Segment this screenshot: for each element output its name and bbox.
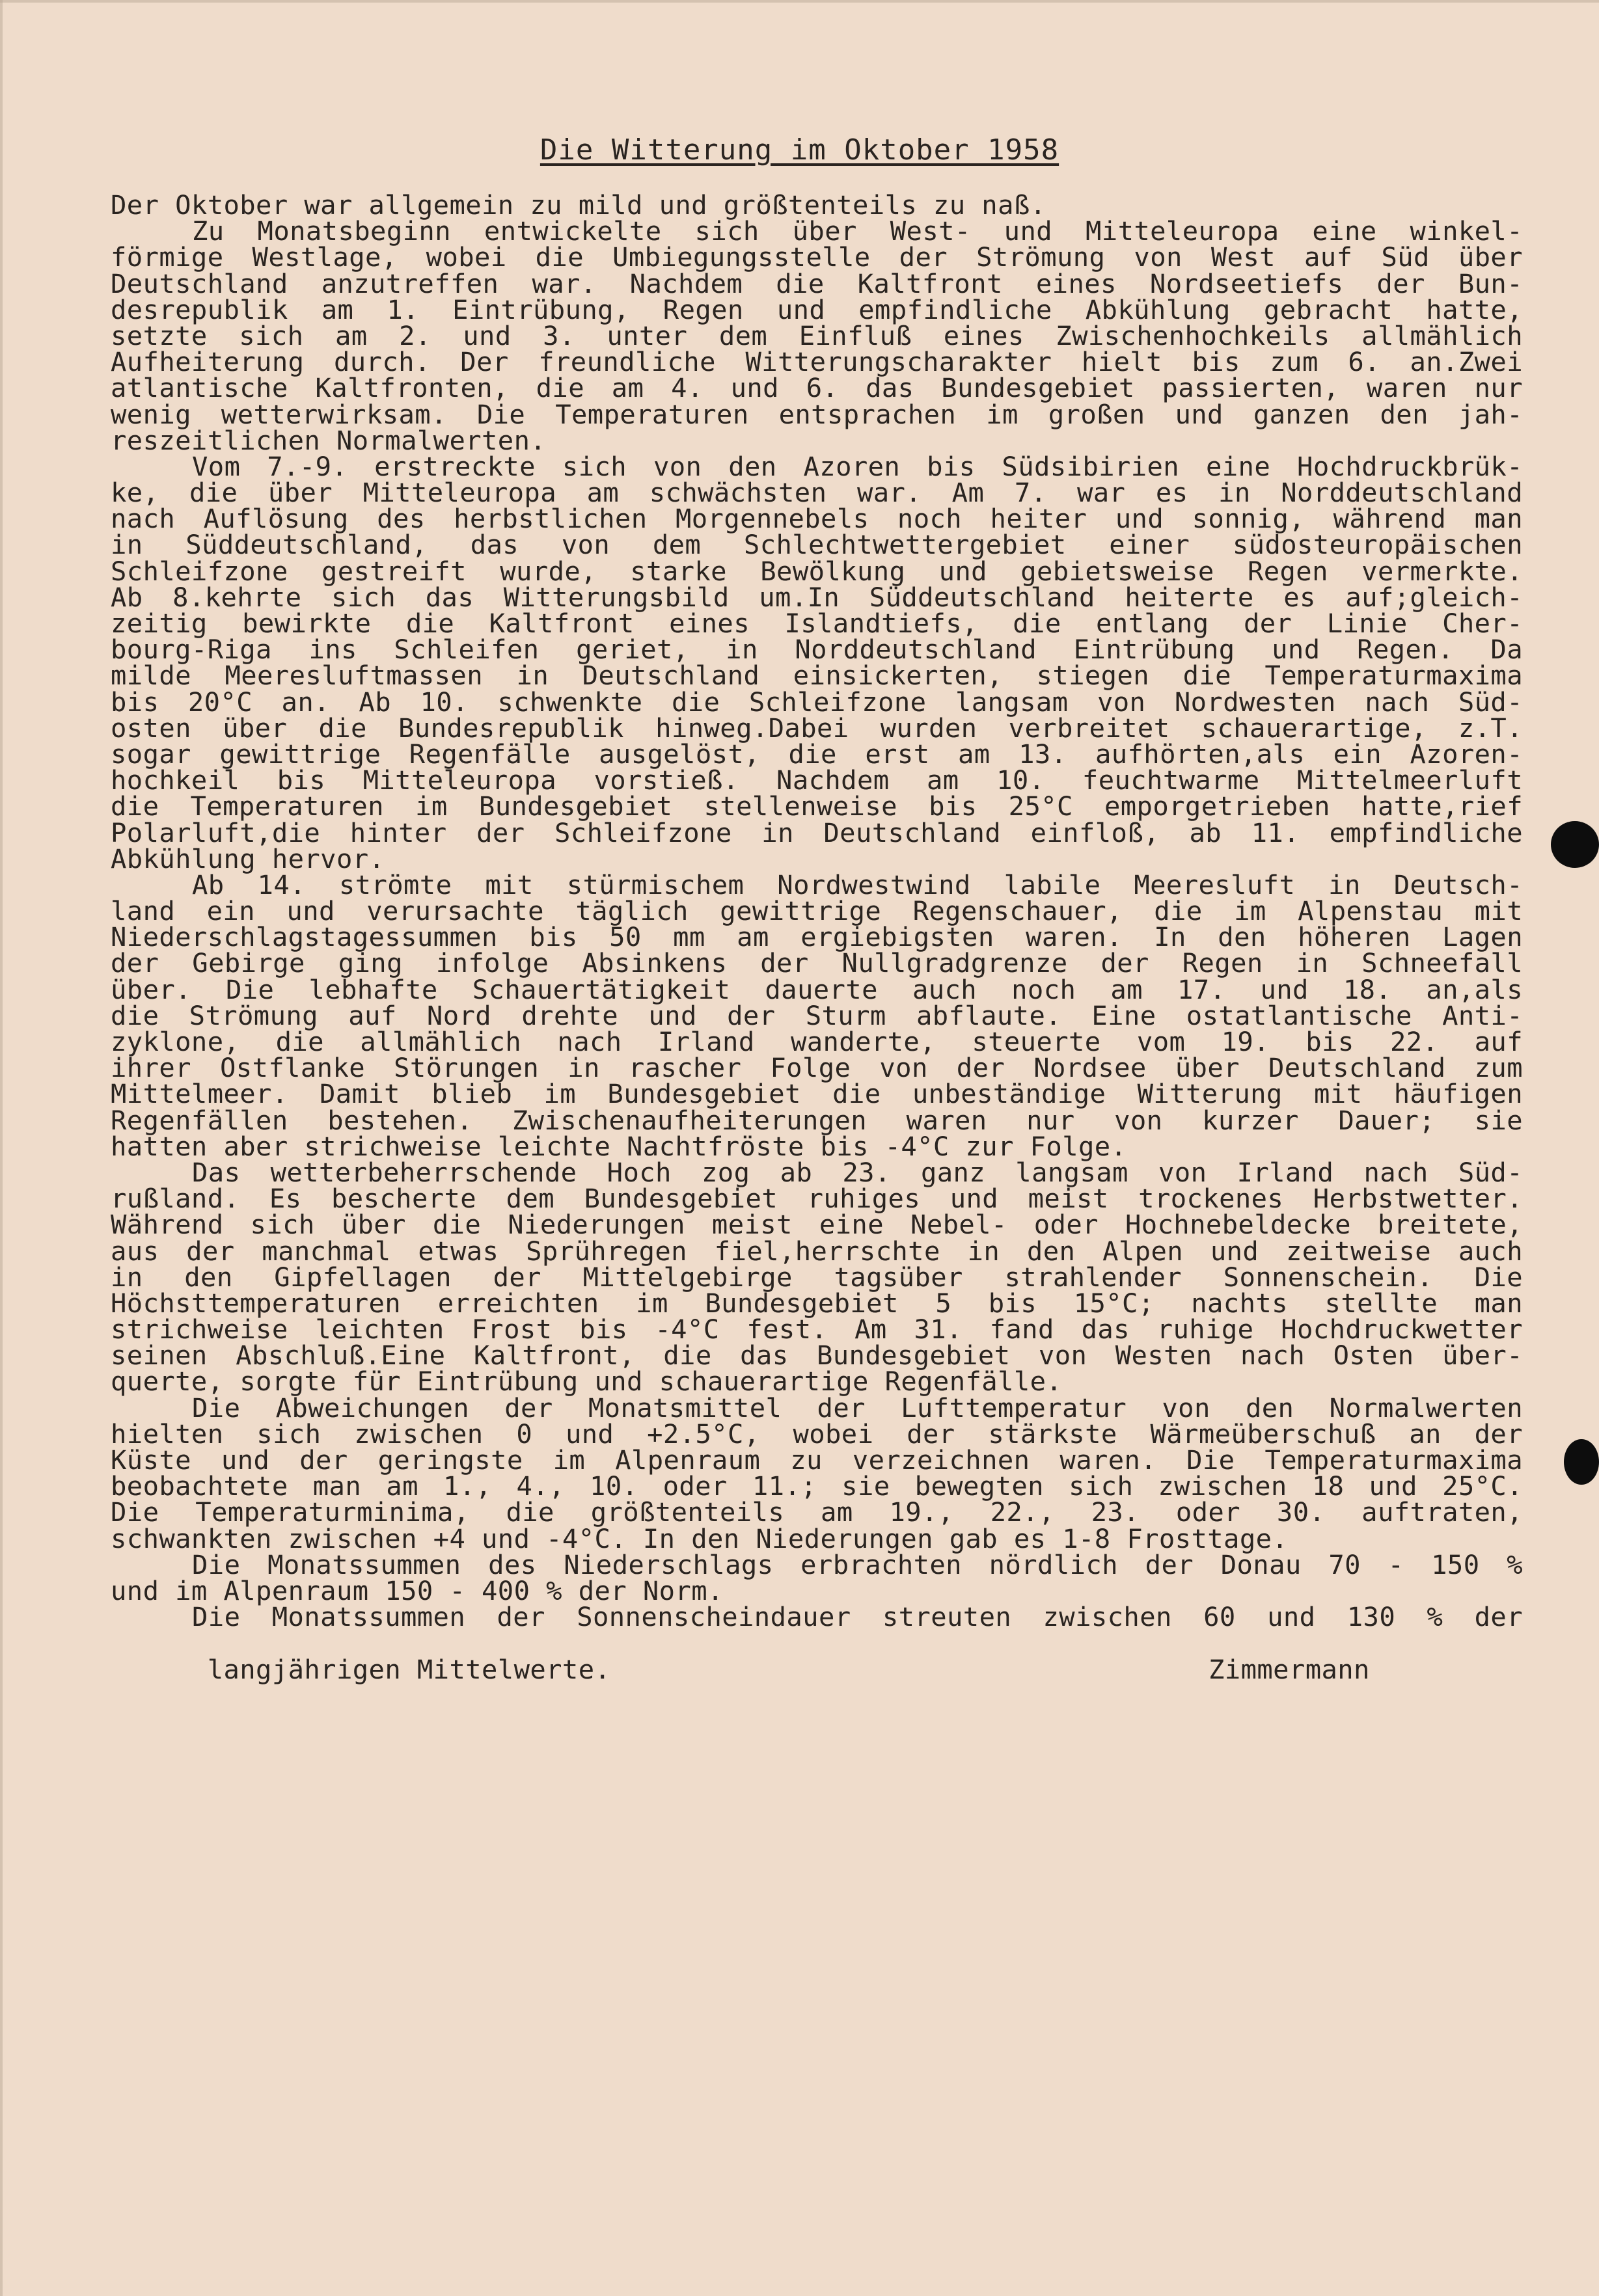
text-line: die Strömung auf Nord drehte und der Sturm abflaute. Eine ostatlantische Anti- [111,999,1523,1031]
text-line: seinen Abschluß.Eine Kaltfront, die das Bundesgebiet von Westen nach Osten über- [111,1340,1523,1371]
text-line: Der Oktober war allgemein zu mild und größtenteils zu naß. [111,189,1046,221]
text-line: nach Auflösung des herbstlichen Morgennebels noch heiter und sonnig, während man [111,503,1523,535]
text-line: Mittelmeer. Damit blieb im Bundesgebiet die unbeständige Witterung mit häufigen [111,1078,1523,1110]
text-line: wenig wetterwirksam. Die Temperaturen entsprachen im großen und ganzen den jah- [111,398,1523,430]
text-line: strichweise leichten Frost bis -4°C fest. Am 31. fand das ruhige Hochdruckwetter [111,1314,1523,1345]
text-line: bis 20°C an. Ab 10. schwenkte die Schleifzone langsam von Nordwesten nach Süd- [111,686,1523,718]
text-line: milde Meeresluftmassen in Deutschland einsickerten, stiegen die Temperaturmaxima [111,660,1523,692]
text-line: Ab 14. strömte mit stürmischem Nordwestwind labile Meeresluft in Deutsch- [192,869,1523,900]
text-line: und im Alpenraum 150 - 400 % der Norm. [111,1574,724,1606]
text-line: setzte sich am 2. und 3. unter dem Einfluß eines Zwischenhochkeils allmählich [111,319,1523,351]
text-line: aus der manchmal etwas Sprühregen fiel,herrschte in den Alpen und zeitweise auch [111,1235,1523,1267]
text-line: zeitig bewirkte die Kaltfront eines Islandtiefs, die entlang der Linie Cher- [111,608,1523,639]
text-line: Aufheiterung durch. Der freundliche Witterungscharakter hielt bis zum 6. an.Zwei [111,346,1523,378]
text-line: reszeitlichen Normalwerten. [111,424,547,456]
text-line: schwankten zwischen +4 und -4°C. In den Niederungen gab es 1-8 Frosttage. [111,1522,1289,1554]
text-line: Regenfällen bestehen. Zwischenaufheiterungen waren nur von kurzer Dauer; sie [111,1104,1523,1136]
text-line: bourg-Riga ins Schleifen geriet, in Norddeutschland Eintrübung und Regen. Da [111,634,1523,666]
text-line: der Gebirge ging infolge Absinkens der Nullgradgrenze der Regen in Schneefall [111,947,1523,979]
text-line: über. Die lebhafte Schauertätigkeit dauerte auch noch am 17. und 18. an,als [111,973,1523,1005]
text-line: zyklone, die allmählich nach Irland wanderte, steuerte vom 19. bis 22. auf [111,1026,1523,1057]
text-line: Niederschlagstagessummen bis 50 mm am ergiebigsten waren. In den höheren Lagen [111,921,1523,953]
text-line-last [111,1630,1523,1685]
report-body [111,189,1523,1685]
text-line: Abkühlung hervor. [111,843,385,874]
text-line: in den Gipfellagen der Mittelgebirge tagsüber strahlender Sonnenschein. Die [111,1261,1523,1293]
text-line: ihrer Ostflanke Störungen in rascher Folge von der Nordsee über Deutschland zum [111,1052,1523,1084]
text-line: Vom 7.-9. erstreckte sich von den Azoren bis Südsibirien eine Hochdruckbrük- [192,450,1523,482]
text-line: Das wetterbeherrschende Hoch zog ab 23. ganz langsam von Irland nach Süd- [192,1156,1523,1188]
text-line: ke, die über Mitteleuropa am schwächsten war. Am 7. war es in Norddeutschland [111,477,1523,509]
text-line: Schleifzone gestreift wurde, starke Bewölkung und gebietsweise Regen vermerkte. [111,555,1523,587]
page-title: Die Witterung im Oktober 1958 [540,133,1059,167]
punch-hole-bottom [1564,1439,1599,1485]
text-line: atlantische Kaltfronten, die am 4. und 6. das Bundesgebiet passierten, waren nur [111,372,1523,404]
text-line: Während sich über die Niederungen meist eine Nebel- oder Hochnebeldecke breitete, [111,1209,1523,1241]
text-line: querte, sorgte für Eintrübung und schauerartige Regenfälle. [111,1366,1063,1398]
text-line: Höchsttemperaturen erreichten im Bundesgebiet 5 bis 15°C; nachts stellte man [111,1287,1523,1319]
text-line: die Temperaturen im Bundesgebiet stellenweise bis 25°C emporgetrieben hatte,rief [111,790,1523,822]
text-line: Küste und der geringste im Alpenraum zu verzeichnen waren. Die Temperaturmaxima [111,1444,1523,1476]
text-line: hochkeil bis Mitteleuropa vorstieß. Nachdem am 10. feuchtwarme Mittelmeerluft [111,764,1523,796]
text-line: Ab 8.kehrte sich das Witterungsbild um.In Süddeutschland heiterte es auf;gleich- [111,581,1523,613]
text-line: langjährigen Mittelwerte. [207,1653,611,1685]
text-line: Die Temperaturminima, die größtenteils am 19., 22., 23. oder 30. auftraten, [111,1496,1523,1528]
text-line: hielten sich zwischen 0 und +2.5°C, wobei der stärkste Wärmeüberschuß an der [111,1418,1523,1450]
text-line: Polarluft,die hinter der Schleifzone in Deutschland einfloß, ab 11. empfindliche [111,817,1523,848]
text-line: Die Monatssummen des Niederschlags erbrachten nördlich der Donau 70 - 150 % [192,1548,1523,1580]
text-line: Deutschland anzutreffen war. Nachdem die Kaltfront eines Nordseetiefs der Bun- [111,267,1523,299]
text-line: sogar gewittrige Regenfälle ausgelöst, die erst am 13. aufhörten,als ein Azoren- [111,738,1523,770]
text-line: rußland. Es bescherte dem Bundesgebiet ruhiges und meist trockenes Herbstwetter. [111,1183,1523,1215]
text-line: desrepublik am 1. Eintrübung, Regen und empfindliche Abkühlung gebracht hatte, [111,293,1523,325]
text-line: Die Monatssummen der Sonnenscheindauer streuten zwischen 60 und 130 % der [192,1601,1523,1633]
text-line: Die Abweichungen der Monatsmittel der Lufttemperatur von den Normalwerten [192,1392,1523,1424]
punch-hole-top [1551,821,1599,868]
text-line: Zu Monatsbeginn entwickelte sich über West- und Mitteleuropa eine winkel- [192,215,1523,247]
text-line: in Süddeutschland, das von dem Schlechtwettergebiet einer südosteuropäischen [111,529,1523,561]
border-left [0,0,3,2296]
text-line: förmige Westlage, wobei die Umbiegungsstelle der Strömung von West auf Süd über [111,241,1523,273]
text-line: land ein und verursachte täglich gewittrige Regenschauer, die im Alpenstau mit [111,895,1523,927]
text-line: beobachtete man am 1., 4., 10. oder 11.; sie bewegten sich zwischen 18 und 25°C. [111,1470,1523,1502]
text-line: hatten aber strichweise leichte Nachtfröste bis -4°C zur Folge. [111,1130,1127,1162]
text-line: osten über die Bundesrepublik hinweg.Dabei wurden verbreitet schauerartige, z.T. [111,712,1523,744]
border-top [0,0,1599,3]
signature: Zimmermann [1209,1653,1370,1685]
